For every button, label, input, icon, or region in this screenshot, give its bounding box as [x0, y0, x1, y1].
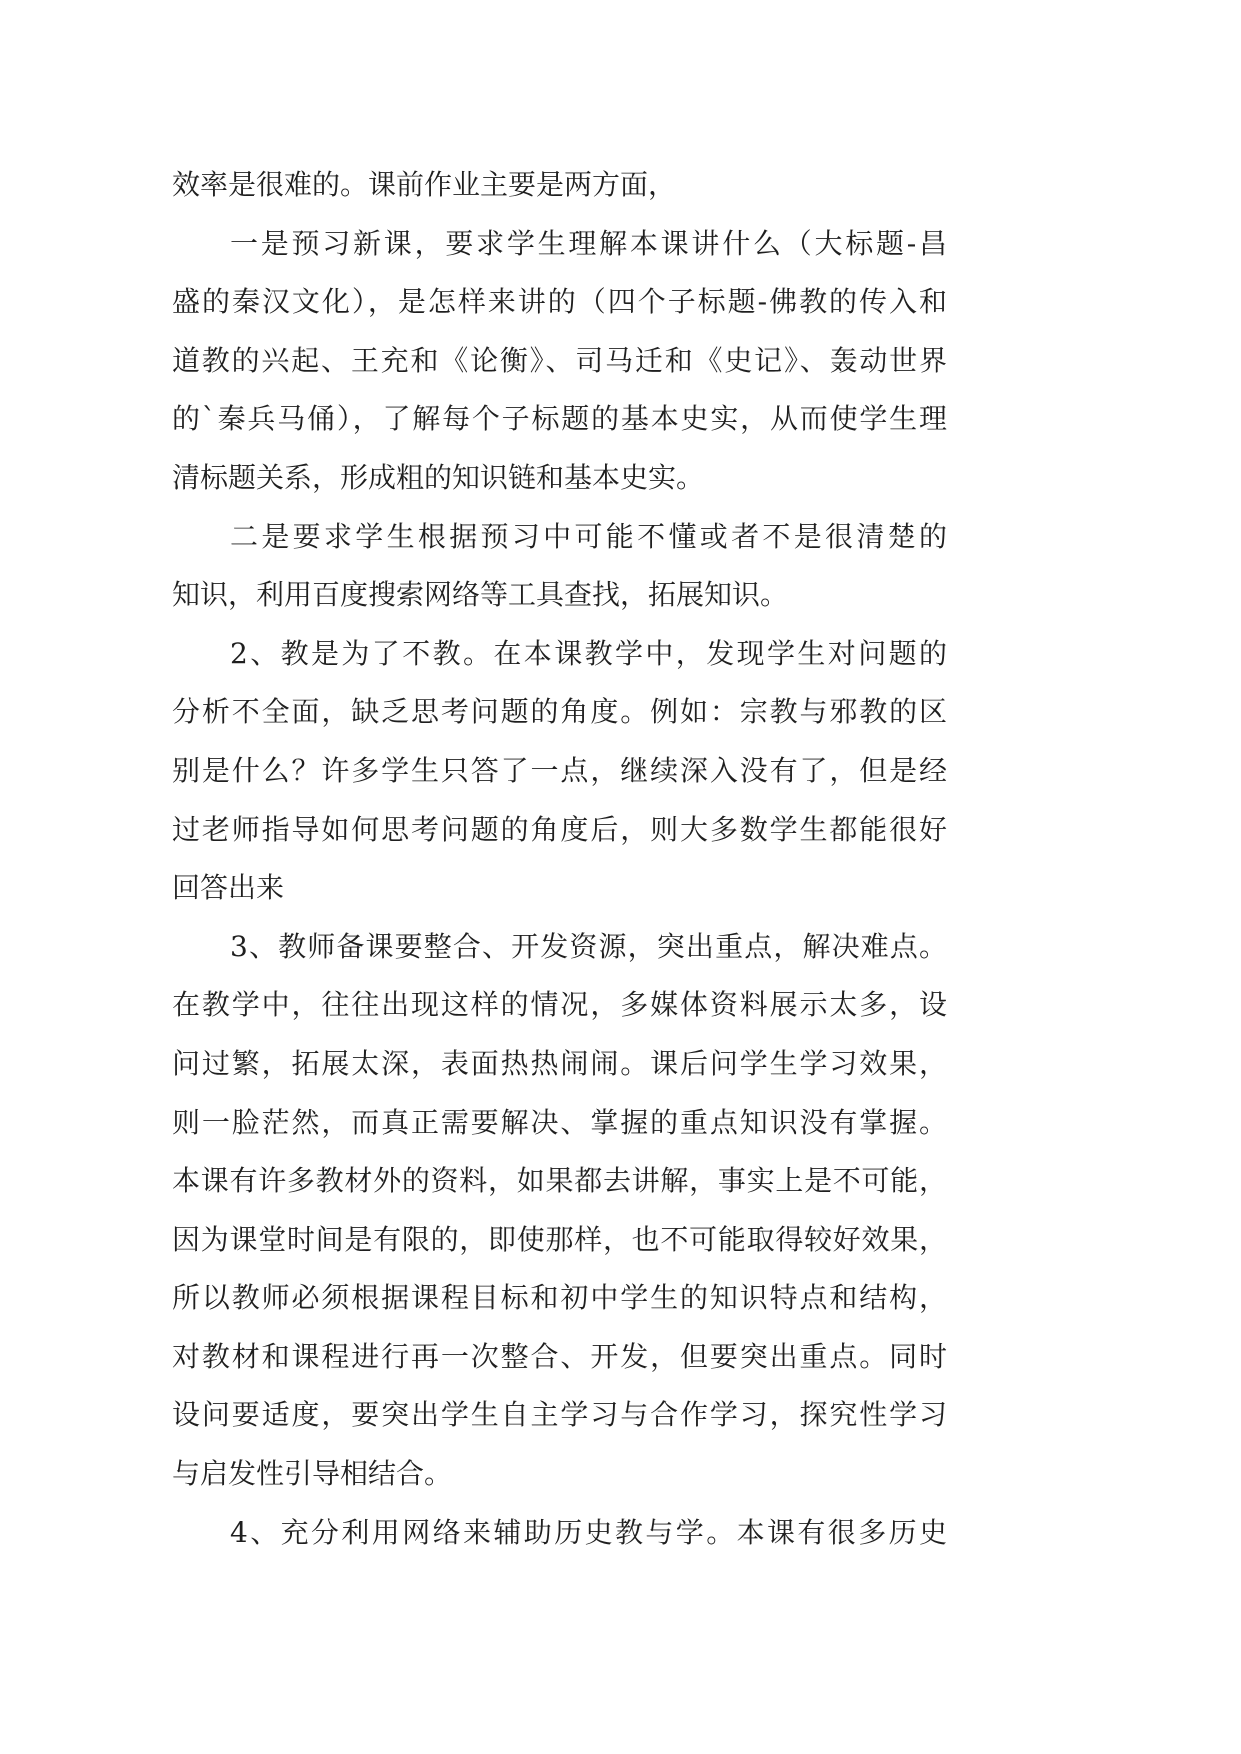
text-line: 盛的秦汉文化），是怎样来讲的（四个子标题-佛教的传入和 — [172, 285, 947, 319]
text-line: 则一脸茫然，而真正需要解决、掌握的重点知识没有掌握。 — [172, 1105, 947, 1139]
text-line: 别是什么？许多学生只答了一点，继续深入没有了，但是经 — [172, 753, 947, 787]
text-line: 设问要适度，要突出学生自主学习与合作学习，探究性学习 — [172, 1398, 947, 1432]
text-line: 因为课堂时间是有限的，即使那样，也不可能取得较好效果， — [172, 1222, 947, 1256]
text-line: 所以教师必须根据课程目标和初中学生的知识特点和结构， — [172, 1281, 947, 1315]
paragraph — [172, 625, 947, 918]
document-body — [172, 156, 947, 1562]
text-line: 清标题关系，形成粗的知识链和基本史实。 — [172, 460, 705, 494]
text-line: 本课有许多教材外的资料，如果都去讲解，事实上是不可能， — [172, 1164, 947, 1198]
paragraph — [172, 156, 947, 215]
text-line: 一是预习新课，要求学生理解本课讲什么（大标题-昌 — [230, 226, 947, 260]
text-line: 3、教师备课要整合、开发资源，突出重点，解决难点。 — [230, 929, 947, 963]
text-line: 二是要求学生根据预习中可能不懂或者不是很清楚的 — [230, 519, 947, 553]
text-line: 4、充分利用网络来辅助历史教与学。本课有很多历史 — [230, 1515, 947, 1549]
text-line: 回答出来 — [172, 871, 285, 905]
text-line: 道教的兴起、王充和《论衡》、司马迁和《史记》、轰动世界 — [172, 343, 947, 377]
text-line: 2、教是为了不教。在本课教学中，发现学生对问题的 — [230, 636, 947, 670]
text-line: 与启发性引导相结合。 — [172, 1457, 453, 1491]
text-line: 的`秦兵马俑），了解每个子标题的基本史实，从而使学生理 — [172, 402, 947, 436]
paragraph — [172, 918, 947, 1504]
text-line: 过老师指导如何思考问题的角度后，则大多数学生都能很好 — [172, 812, 947, 846]
text-line: 在教学中，往往出现这样的情况，多媒体资料展示太多，设 — [172, 988, 947, 1022]
paragraph — [172, 508, 947, 625]
text-line: 效率是很难的。课前作业主要是两方面， — [172, 168, 677, 201]
text-line: 分析不全面，缺乏思考问题的角度。例如：宗教与邪教的区 — [172, 695, 947, 729]
text-line: 对教材和课程进行再一次整合、开发，但要突出重点。同时 — [172, 1339, 947, 1373]
paragraph — [172, 1504, 947, 1563]
text-line: 问过繁，拓展太深，表面热热闹闹。课后问学生学习效果， — [172, 1046, 947, 1080]
text-line: 知识，利用百度搜索网络等工具查找，拓展知识。 — [172, 578, 789, 612]
paragraph — [172, 215, 947, 508]
